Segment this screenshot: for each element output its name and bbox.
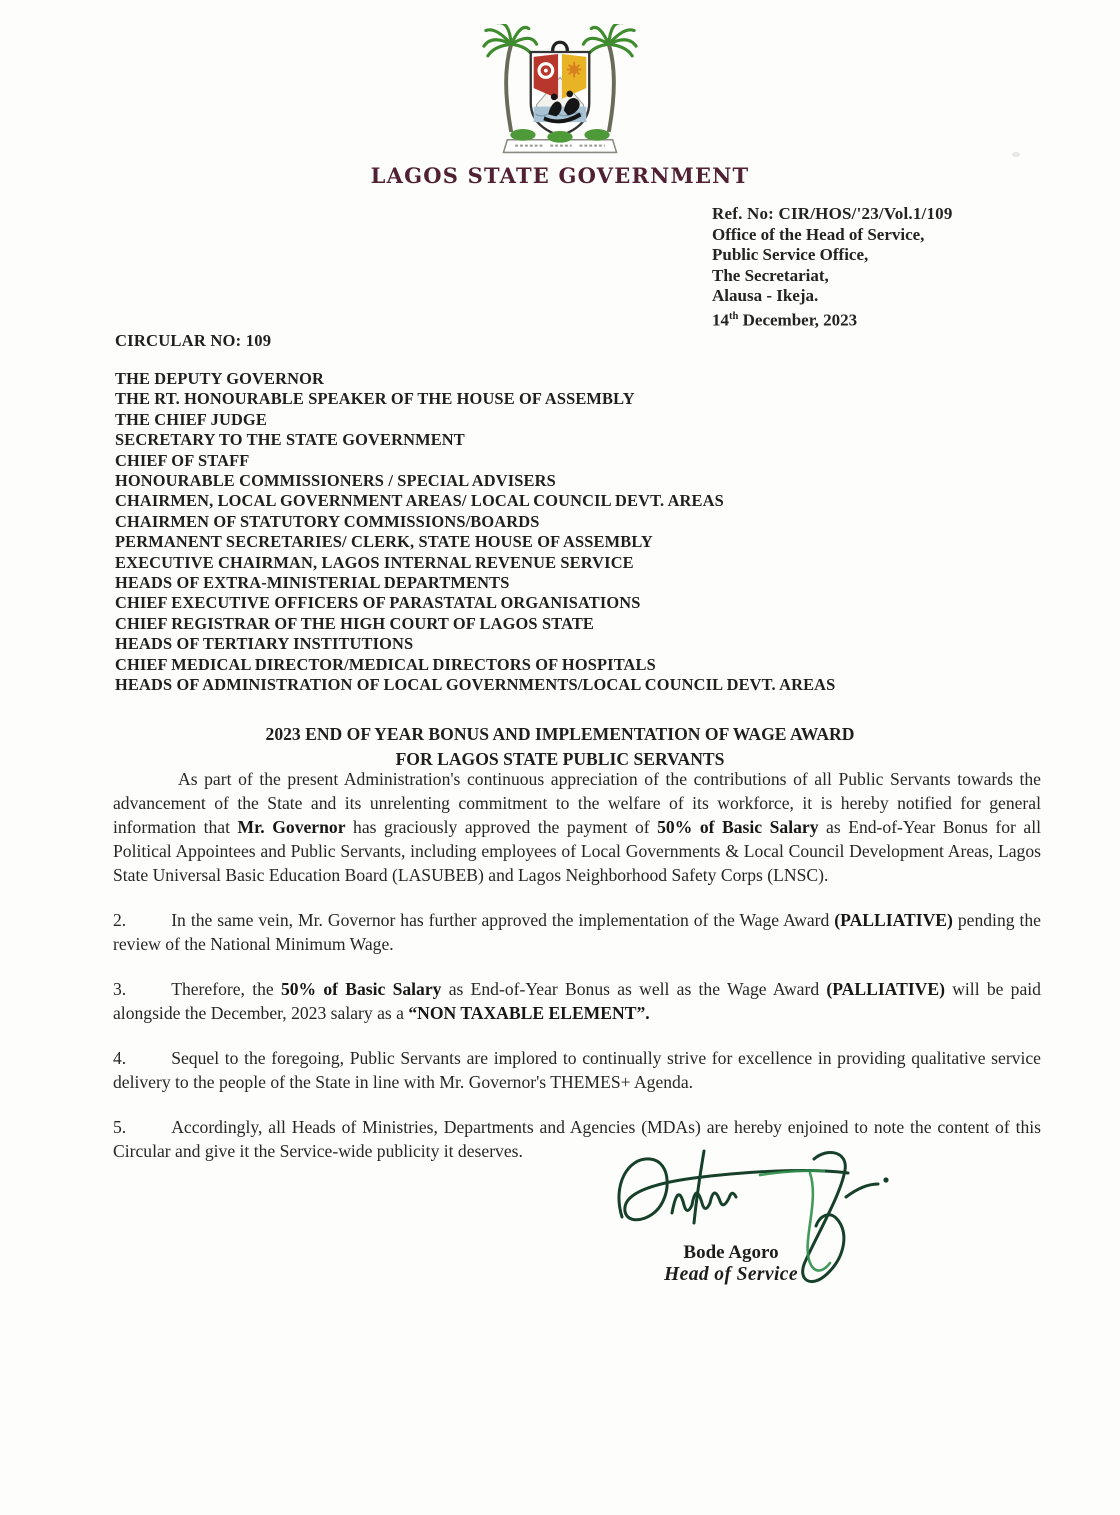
addressee-line: CHIEF OF STAFF xyxy=(115,450,250,470)
addressee-line: CHIEF EXECUTIVE OFFICERS OF PARASTATAL ORGANISATIONS xyxy=(115,593,641,613)
lagos-state-coat-of-arms-logo xyxy=(482,24,638,158)
addressee-line: HEADS OF TERTIARY INSTITUTIONS xyxy=(115,634,414,654)
paragraph-2-number: 2. xyxy=(113,910,127,930)
palm-tree-right xyxy=(583,24,636,132)
paragraph-1 xyxy=(113,767,1041,887)
scan-smudge xyxy=(1012,152,1020,157)
paragraph-2-text: In the same vein, Mr. Governor has further approved the implementation of the Wage Award (PALLIATIVE) pending the review of the National Minimum Wage. xyxy=(113,910,1041,954)
paragraph-4 xyxy=(113,1046,1041,1094)
addressee-line: CHIEF REGISTRAR OF THE HIGH COURT OF LAGOS STATE xyxy=(115,613,595,633)
letter-date: 14th December, 2023 xyxy=(712,310,858,330)
reference-number: Ref. No: CIR/HOS/'23/Vol.1/109 xyxy=(712,204,953,223)
letter-body xyxy=(113,767,1041,1184)
signatory-title: Head of Service xyxy=(664,1264,798,1285)
paragraph-5-text: Accordingly, all Heads of Ministries, Departments and Agencies (MDAs) are hereby enjoined to note the content of this Circular and give it the Service-wide publicity it deserves. xyxy=(113,1117,1041,1161)
signatory-name: Bode Agoro xyxy=(683,1242,779,1263)
paragraph-4-number: 4. xyxy=(113,1048,127,1068)
paragraph-1-text: As part of the present Administration's continuous appreciation of the contributions of all Public Servants towards the advancement of the State and its unrelenting commitment to the welfare of its workforce, it is hereby notified for general information that Mr. Governor has graciously approved the payment of 50% of Basic Salary as End-of-Year Bonus for all Political Appointees and Public Servants, including employees of Local Governments & Local Council Development Areas, Lagos State Universal Basic Education Board (LASUBEB) and Lagos Neighborhood Safety Corps (LNSC). xyxy=(113,769,1041,885)
addressee-line: HONOURABLE COMMISSIONERS / SPECIAL ADVISERS xyxy=(115,471,556,491)
paragraph-3 xyxy=(113,977,1041,1025)
reference-block xyxy=(712,204,953,331)
org-name: LAGOS STATE GOVERNMENT xyxy=(370,163,750,188)
office-address-line: The Secretariat, xyxy=(712,265,829,285)
addressee-line: HEADS OF ADMINISTRATION OF LOCAL GOVERNMENTS/LOCAL COUNCIL DEVT. AREAS xyxy=(115,675,836,695)
addressee-line: EXECUTIVE CHAIRMAN, LAGOS INTERNAL REVENUE SERVICE xyxy=(115,552,634,572)
office-address-line: Office of the Head of Service, xyxy=(712,224,925,244)
addressee-line: SECRETARY TO THE STATE GOVERNMENT xyxy=(115,430,465,450)
signature-block xyxy=(600,1145,920,1335)
addressee-line: THE DEPUTY GOVERNOR xyxy=(115,369,324,388)
addressee-line: CHIEF MEDICAL DIRECTOR/MEDICAL DIRECTORS OF HOSPITALS xyxy=(115,654,656,674)
paragraph-3-text: Therefore, the 50% of Basic Salary as End-of-Year Bonus as well as the Wage Award (PALLIATIVE) will be paid alongside the December, 2023 salary as a “NON TAXABLE ELEMENT”. xyxy=(113,979,1041,1023)
paragraph-3-number: 3. xyxy=(113,979,127,999)
office-address-line: Alausa - Ikeja. xyxy=(712,286,819,306)
shield xyxy=(531,52,590,136)
paragraph-2 xyxy=(113,908,1041,956)
addressee-line: PERMANENT SECRETARIES/ CLERK, STATE HOUSE OF ASSEMBLY xyxy=(115,532,653,552)
subject-line-2: FOR LAGOS STATE PUBLIC SERVANTS xyxy=(395,749,725,769)
addressee-line: CHAIRMEN OF STATUTORY COMMISSIONS/BOARDS xyxy=(115,511,540,531)
addressee-line: CHAIRMEN, LOCAL GOVERNMENT AREAS/ LOCAL COUNCIL DEVT. AREAS xyxy=(115,491,724,511)
circular-number: CIRCULAR NO: 109 xyxy=(115,331,272,350)
addressee-list xyxy=(115,369,835,696)
office-address-line: Public Service Office, xyxy=(712,245,869,265)
subject-title xyxy=(0,722,1120,772)
addressee-line: THE RT. HONOURABLE SPEAKER OF THE HOUSE OF ASSEMBLY xyxy=(115,389,635,409)
office-address xyxy=(712,225,953,307)
paragraph-4-text: Sequel to the foregoing, Public Servants are implored to continually strive for excellence in providing qualitative service delivery to the people of the State in line with Mr. Governor's THEMES+ Agenda. xyxy=(113,1048,1041,1092)
grass xyxy=(510,129,609,143)
addressee-line: THE CHIEF JUDGE xyxy=(115,409,267,429)
paragraph-5-number: 5. xyxy=(113,1117,127,1137)
addressee-line: HEADS OF EXTRA-MINISTERIAL DEPARTMENTS xyxy=(115,573,510,593)
palm-tree-left xyxy=(484,24,537,132)
coat-of-arms-graphic xyxy=(482,24,638,158)
subject-line-1: 2023 END OF YEAR BONUS AND IMPLEMENTATION OF WAGE AWARD xyxy=(265,724,855,744)
base-banner xyxy=(503,129,616,152)
